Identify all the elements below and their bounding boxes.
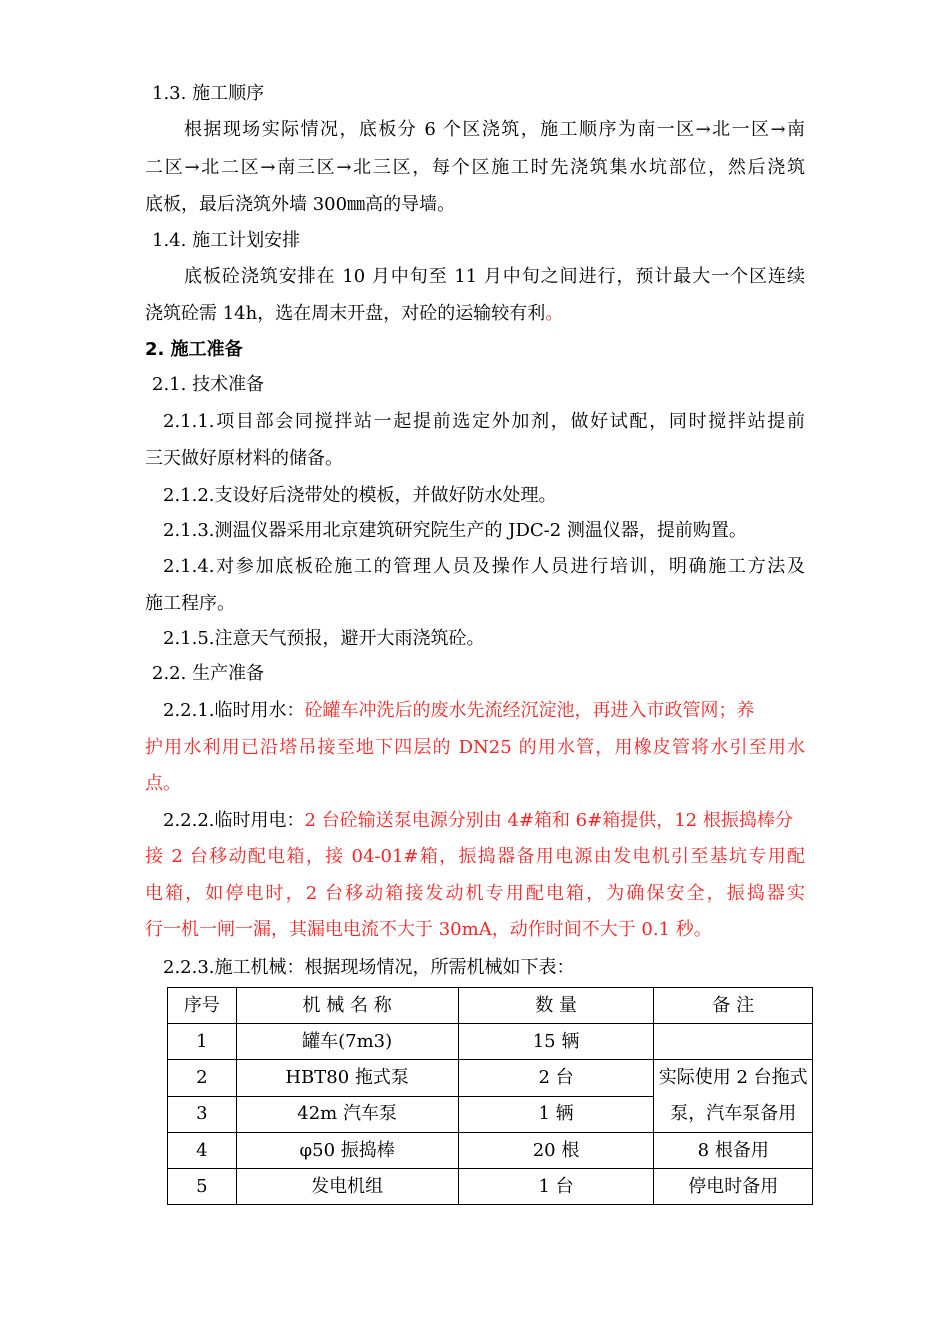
- red-text-line: 护用水利用已沿塔吊接至地下四层的 DN25 的用水管，用橡皮管将水引至用水: [145, 737, 805, 758]
- table-cell: 5: [168, 1169, 237, 1205]
- table-cell: 8 根备用: [654, 1133, 813, 1169]
- table-row: [168, 1169, 813, 1205]
- table-header-row: [168, 988, 813, 1024]
- list-item: [163, 809, 793, 833]
- table-cell: 2: [168, 1060, 237, 1097]
- section-heading-1-4: 1.4. 施工计划安排: [152, 230, 301, 251]
- paragraph-line: 根据现场实际情况，底板分 6 个区浇筑，施工顺序为南一区→北一区→南: [184, 119, 805, 140]
- table-cell: 2 台: [458, 1060, 654, 1097]
- table-cell: [654, 1024, 813, 1060]
- list-item: 2.1.4.对参加底板砼施工的管理人员及操作人员进行培训，明确施工方法及: [163, 556, 805, 577]
- red-text-line: 接 2 台移动配电箱，接 04-01#箱，振捣器备用电源由发电机引至基坑专用配: [145, 846, 805, 867]
- paragraph-line: 底板，最后浇筑外墙 300㎜高的导墙。: [145, 194, 456, 215]
- table-row: [168, 1133, 813, 1169]
- list-item: [163, 699, 755, 723]
- red-period: 。: [545, 303, 564, 324]
- red-text: 2 台砼输送泵电源分别由 4#箱和 6#箱提供，12 根振捣棒分: [304, 810, 793, 831]
- table-row: [168, 1060, 813, 1097]
- table-cell: 20 根: [458, 1133, 654, 1169]
- paragraph-text: 浇筑砼需 14h，选在周末开盘，对砼的运输较有利: [145, 303, 546, 324]
- red-text-line: 行一机一闸一漏，其漏电电流不大于 30mA，动作时间不大于 0.1 秒。: [145, 919, 712, 940]
- table-cell: φ50 振捣棒: [236, 1133, 458, 1169]
- list-item: 2.1.3.测温仪器采用北京建筑研究院生产的 JDC-2 测温仪器，提前购置。: [163, 520, 747, 541]
- list-item-continuation: 施工程序。: [145, 593, 235, 614]
- table-cell: HBT80 拖式泵: [236, 1060, 458, 1097]
- table-cell: 停电时备用: [654, 1169, 813, 1205]
- list-item-continuation: 三天做好原材料的储备。: [145, 448, 343, 469]
- list-item: 2.1.5.注意天气预报，避开大雨浇筑砼。: [163, 628, 485, 649]
- header-cell: 序号: [168, 988, 237, 1024]
- table-cell: 3: [168, 1096, 237, 1133]
- section-heading-1-3: 1.3. 施工顺序: [152, 83, 265, 104]
- section-heading-2: 2. 施工准备: [145, 339, 243, 360]
- paragraph-line: [145, 302, 563, 326]
- header-cell: 备 注: [654, 988, 813, 1024]
- list-item: 2.1.1.项目部会同搅拌站一起提前选定外加剂，做好试配，同时搅拌站提前: [163, 411, 805, 432]
- machinery-table: [167, 987, 813, 1205]
- table-cell: 罐车(7m3): [236, 1024, 458, 1060]
- red-text: 砼罐车冲洗后的废水先流经沉淀池，再进入市政管网；养: [304, 700, 755, 721]
- red-text-line: 点。: [145, 773, 181, 794]
- red-text-line: 电箱，如停电时，2 台移动箱接发动机专用配电箱，为确保安全，振捣器实: [145, 883, 805, 904]
- table-cell: 42m 汽车泵: [236, 1096, 458, 1133]
- table-cell: 1: [168, 1024, 237, 1060]
- item-label: 2.2.1.临时用水：: [163, 700, 305, 721]
- header-cell: 数 量: [458, 988, 654, 1024]
- table-cell: 15 辆: [458, 1024, 654, 1060]
- table-cell: 1 辆: [458, 1096, 654, 1133]
- header-cell: 机 械 名 称: [236, 988, 458, 1024]
- table-cell-merged: 实际使用 2 台拖式泵，汽车泵备用: [654, 1060, 813, 1133]
- paragraph-line: 二区→北二区→南三区→北三区，每个区施工时先浇筑集水坑部位，然后浇筑: [145, 157, 805, 178]
- item-label: 2.2.2.临时用电：: [163, 810, 305, 831]
- table-cell: 1 台: [458, 1169, 654, 1205]
- section-heading-2-2: 2.2. 生产准备: [152, 663, 265, 684]
- table-cell: 4: [168, 1133, 237, 1169]
- list-item: 2.1.2.支设好后浇带处的模板，并做好防水处理。: [163, 485, 557, 506]
- paragraph-line: 底板砼浇筑安排在 10 月中旬至 11 月中旬之间进行，预计最大一个区连续: [184, 266, 805, 287]
- list-item: 2.2.3.施工机械：根据现场情况，所需机械如下表：: [163, 957, 575, 978]
- table-cell: 发电机组: [236, 1169, 458, 1205]
- table-row: [168, 1024, 813, 1060]
- section-heading-2-1: 2.1. 技术准备: [152, 374, 265, 395]
